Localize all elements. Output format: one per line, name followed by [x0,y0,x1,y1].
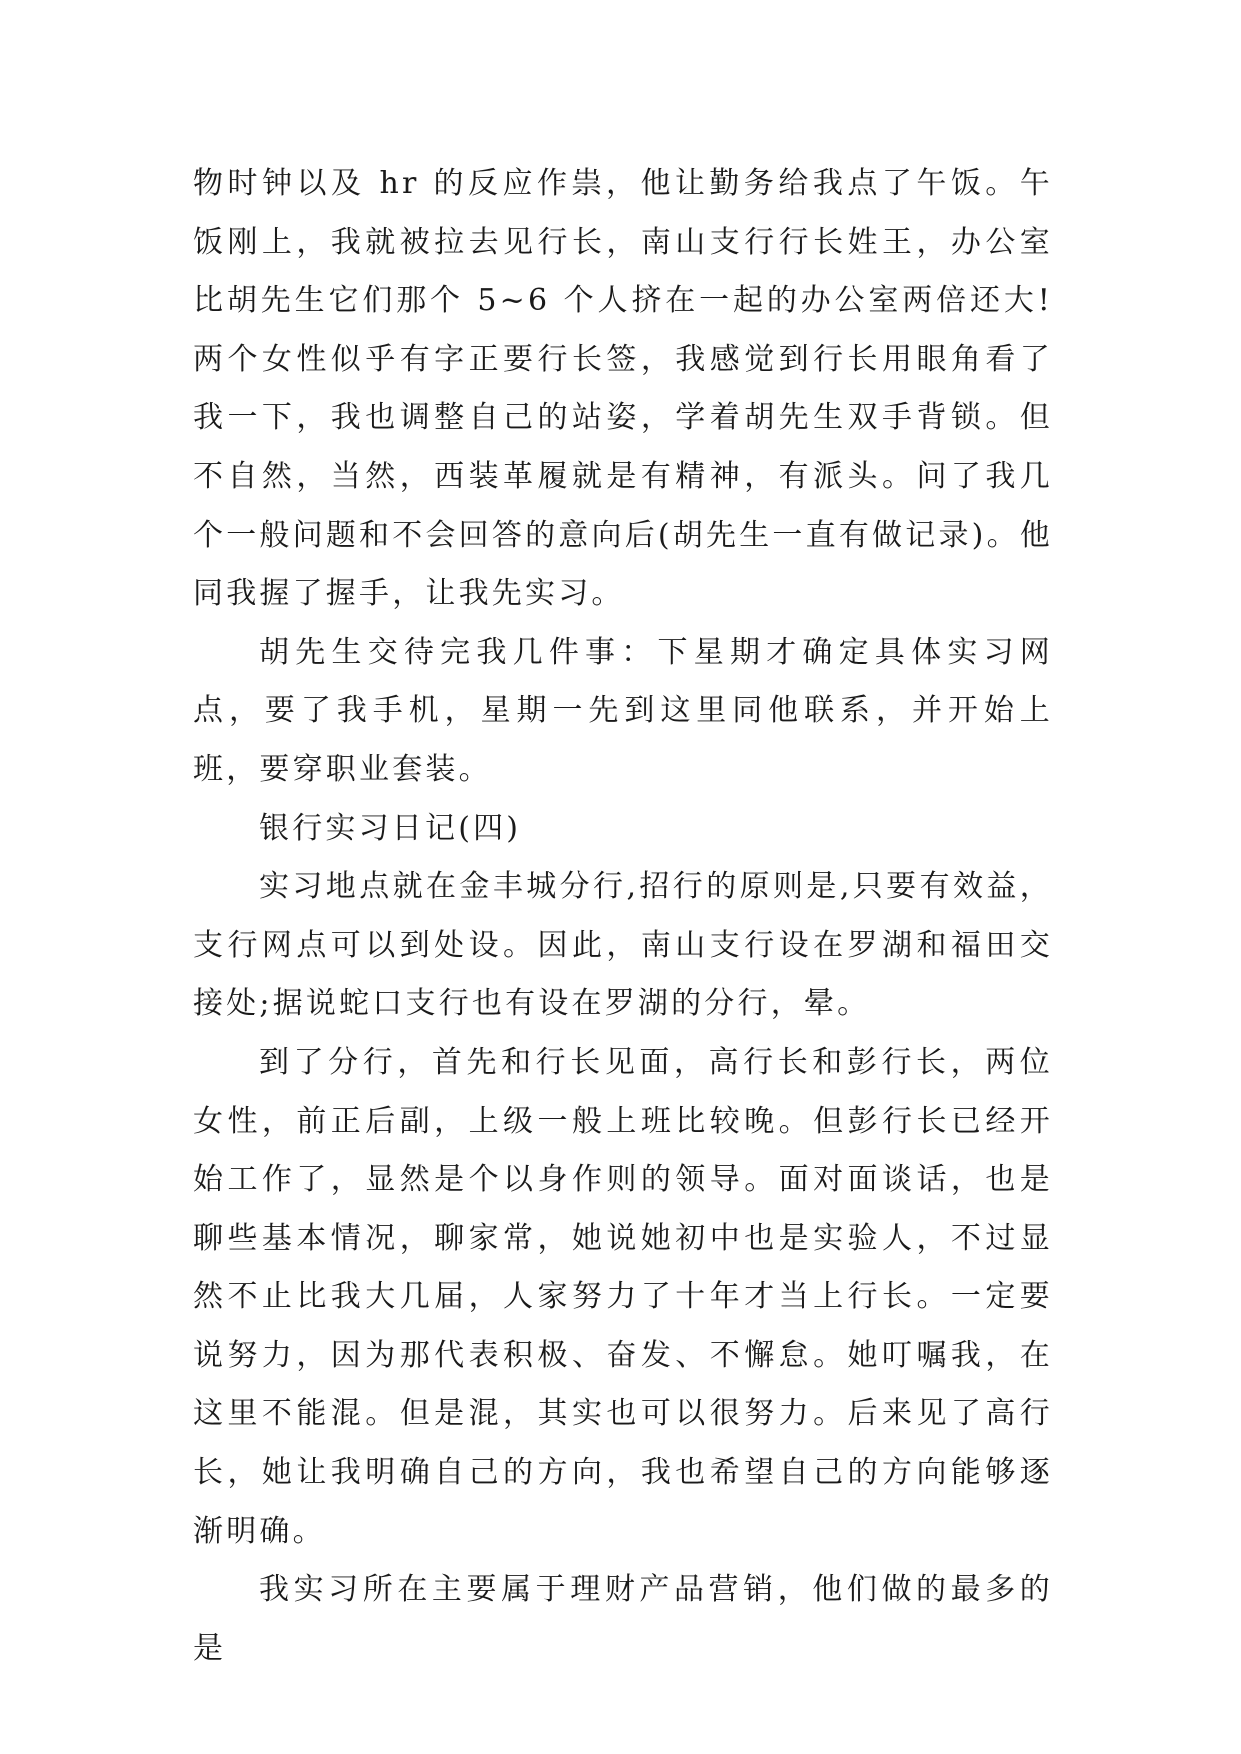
paragraph: 胡先生交待完我几件事：下星期才确定具体实习网点，要了我手机，星期一先到这里同他联系，并开始上班，要穿职业套装。 [193,634,1053,787]
paragraph: 我实习所在主要属于理财产品营销，他们做的最多的是 [193,1572,1053,1666]
document-body [193,155,1053,1678]
section-heading: 银行实习日记(四) [259,810,522,846]
paragraph-continued: 物时钟以及 hr 的反应作祟，他让勤务给我点了午饭。午饭刚上，我就被拉去见行长，南山支行行长姓王，办公室比胡先生它们那个 5~6 个人挤在一起的办公室两倍还大!两个女性似乎有字正要行长签，我感觉到行长用眼角看了我一下，我也调整自己的站姿，学着胡先生双手背锁。但不自然，当然，西装革履就是有精神，有派头。问了我几个一般问题和不会回答的意向后(胡先生一直有做记录)。他同我握了握手，让我先实习。 [193,166,1053,612]
paragraph: 实习地点就在金丰城分行,招行的原则是,只要有效益，支行网点可以到处设。因此，南山支行设在罗湖和福田交接处;据说蛇口支行也有设在罗湖的分行，晕。 [193,869,1053,1022]
paragraph: 到了分行，首先和行长见面，高行长和彭行长，两位女性，前正后副，上级一般上班比较晚。但彭行长已经开始工作了，显然是个以身作则的领导。面对面谈话，也是聊些基本情况，聊家常，她说她初中也是实验人，不过显然不止比我大几届，人家努力了十年才当上行长。一定要说努力，因为那代表积极、奋发、不懈怠。她叮嘱我，在这里不能混。但是混，其实也可以很努力。后来见了高行长，她让我明确自己的方向，我也希望自己的方向能够逐渐明确。 [193,1044,1053,1549]
